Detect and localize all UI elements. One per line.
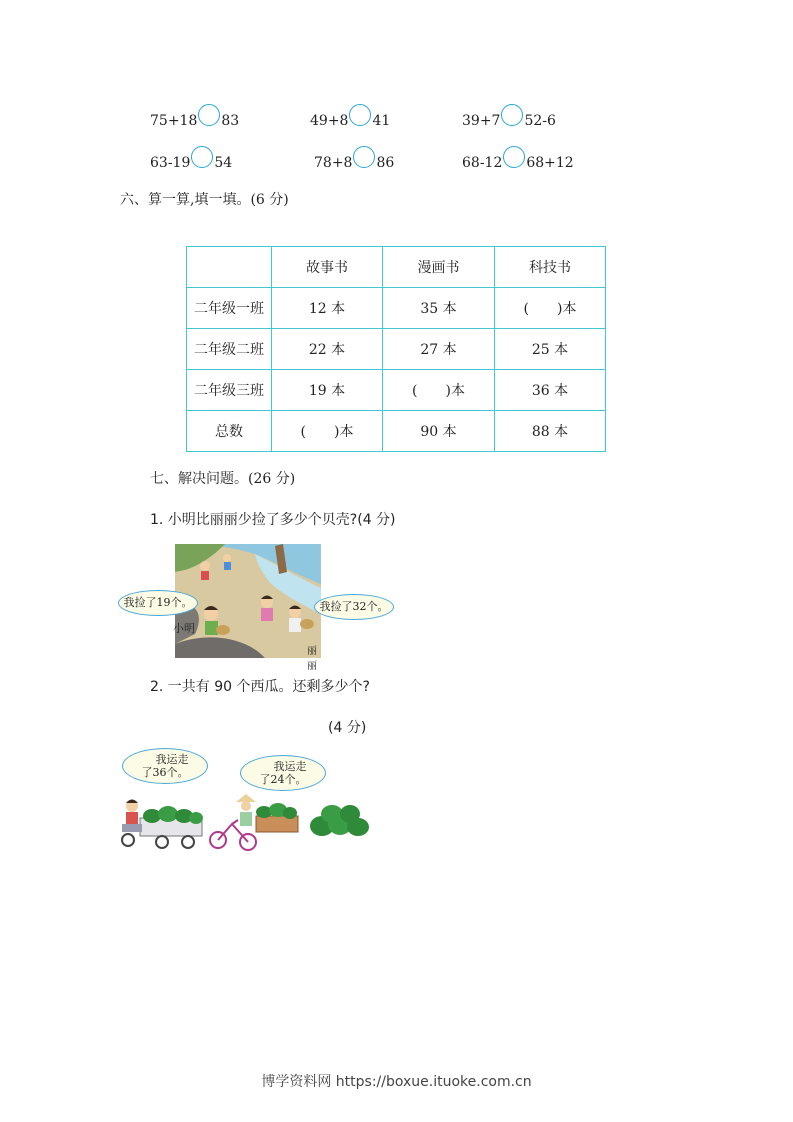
label-lili: 丽丽 xyxy=(307,646,317,672)
speech-bubble-xiaoming: 我捡了19个。 xyxy=(118,590,198,616)
table-cell: 36 本 xyxy=(495,370,606,411)
table-cell: 25 本 xyxy=(495,329,606,370)
comparison-item xyxy=(310,110,390,132)
expression-left: 49+8 xyxy=(310,113,349,129)
speech-bubble-driver-2 xyxy=(240,755,326,791)
table-header-cell: 故事书 xyxy=(272,247,383,288)
answer-blank-cell[interactable]: ( )本 xyxy=(272,411,383,452)
expression-left: 39+7 xyxy=(462,113,501,129)
bubble-line: 我运走 xyxy=(273,760,307,773)
expression-right: 83 xyxy=(221,113,240,129)
row-label: 二年级二班 xyxy=(187,329,272,370)
expression-right: 52-6 xyxy=(524,113,556,129)
answer-circle[interactable] xyxy=(349,104,371,126)
speech-bubble-driver-1 xyxy=(122,748,208,784)
answer-circle[interactable] xyxy=(503,146,525,168)
watermelon-carts-graphic xyxy=(118,790,378,856)
problem-2-score: (4 分) xyxy=(328,720,367,736)
answer-blank-cell[interactable]: ( )本 xyxy=(495,288,606,329)
table-header-cell: 科技书 xyxy=(495,247,606,288)
expression-left: 78+8 xyxy=(314,155,353,171)
answer-circle[interactable] xyxy=(353,146,375,168)
table-cell: 19 本 xyxy=(272,370,383,411)
expression-right: 68+12 xyxy=(526,155,574,171)
bubble-line: 了36个。 xyxy=(141,766,189,779)
footer-watermark: 博学资料网 https://boxue.ituoke.com.cn xyxy=(261,1074,532,1090)
speech-bubble-lili: 我捡了32个。 xyxy=(314,594,394,620)
table-cell: 27 本 xyxy=(383,329,495,370)
expression-left: 63-19 xyxy=(150,155,191,171)
table-cell: 12 本 xyxy=(272,288,383,329)
expression-right: 54 xyxy=(214,155,233,171)
table-cell: 90 本 xyxy=(383,411,495,452)
watermelon-illustration xyxy=(118,790,378,856)
table-row xyxy=(187,329,606,370)
table-cell: 22 本 xyxy=(272,329,383,370)
answer-blank-cell[interactable]: ( )本 xyxy=(383,370,495,411)
expression-left: 75+18 xyxy=(150,113,198,129)
table-cell: 88 本 xyxy=(495,411,606,452)
table-header-cell: 漫画书 xyxy=(383,247,495,288)
expression-right: 86 xyxy=(376,155,395,171)
label-xiaoming: 小明 xyxy=(173,622,195,635)
row-label: 二年级三班 xyxy=(187,370,272,411)
comparison-item xyxy=(150,152,232,174)
table-cell: 35 本 xyxy=(383,288,495,329)
books-table xyxy=(186,246,606,452)
table-row xyxy=(187,370,606,411)
expression-right: 41 xyxy=(372,113,391,129)
comparison-item xyxy=(462,152,574,174)
row-label: 总数 xyxy=(187,411,272,452)
section-6-heading: 六、算一算,填一填。(6 分) xyxy=(120,192,289,208)
answer-circle[interactable] xyxy=(501,104,523,126)
expression-left: 68-12 xyxy=(462,155,503,171)
bubble-line: 了24个。 xyxy=(259,773,307,786)
problem-2-question: 2. 一共有 90 个西瓜。还剩多少个? xyxy=(150,679,370,695)
comparison-item xyxy=(314,152,394,174)
problem-1-question: 1. 小明比丽丽少捡了多少个贝壳?(4 分) xyxy=(150,512,396,528)
table-header-row xyxy=(187,247,606,288)
comparison-item xyxy=(462,110,556,132)
bubble-line: 我运走 xyxy=(155,753,189,766)
table-header-cell xyxy=(187,247,272,288)
table-row xyxy=(187,288,606,329)
comparison-item xyxy=(150,110,239,132)
table-row xyxy=(187,411,606,452)
row-label: 二年级一班 xyxy=(187,288,272,329)
answer-circle[interactable] xyxy=(191,146,213,168)
section-7-heading: 七、解决问题。(26 分) xyxy=(150,471,296,487)
answer-circle[interactable] xyxy=(198,104,220,126)
